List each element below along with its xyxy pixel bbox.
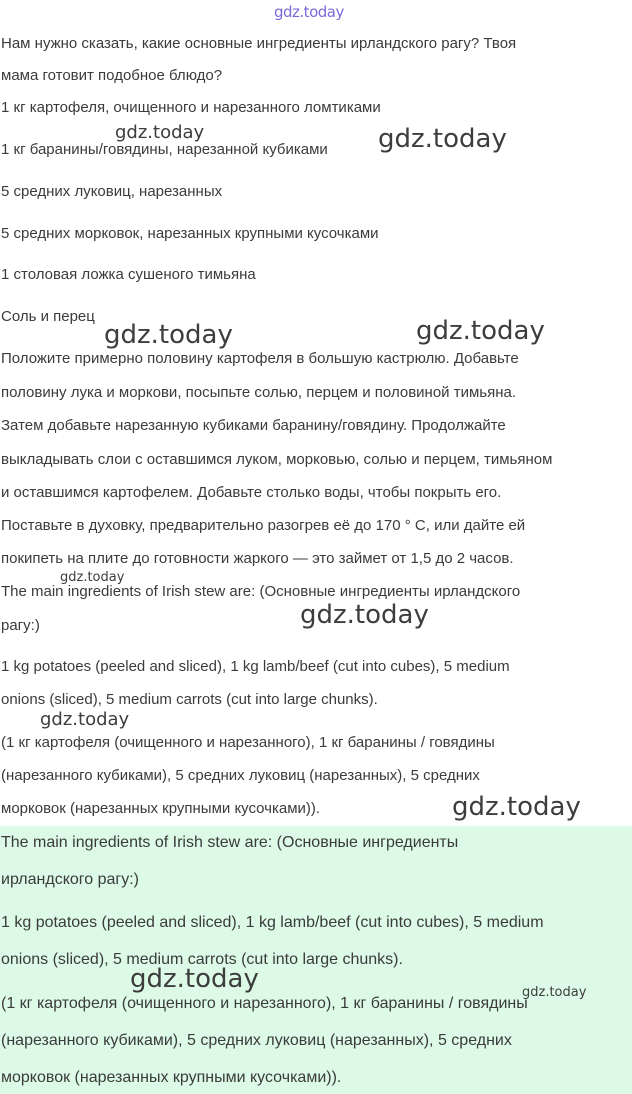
watermark-text: gdz.today xyxy=(378,124,507,154)
final-answer-line-3: 1 kg potatoes (peeled and sliced), 1 kg lamb/beef (cut into cubes), 5 medium xyxy=(1,914,544,931)
ingredient-3: 5 средних луковиц, нарезанных xyxy=(1,183,223,200)
watermark-text: gdz.today xyxy=(130,964,259,994)
watermark-text: gdz.today xyxy=(104,320,233,350)
draft-answer-line-6: (нарезанного кубиками), 5 средних луковиц (нарезанных), 5 средних xyxy=(1,767,480,784)
watermark-text: gdz.today xyxy=(60,570,125,585)
instruction-line-1: Положите примерно половину картофеля в большую кастрюлю. Добавьте xyxy=(1,350,519,367)
question-line-1: Нам нужно сказать, какие основные ингредиенты ирландского рагу? Твоя xyxy=(1,35,517,52)
watermark-text: gdz.today xyxy=(416,316,545,346)
final-answer-line-4: onions (sliced), 5 medium carrots (cut into large chunks). xyxy=(1,951,403,968)
instruction-line-2: половину лука и моркови, посыпьте солью, перцем и половиной тимьяна. xyxy=(1,384,517,401)
instruction-line-5: и оставшимся картофелем. Добавьте столько воды, чтобы покрыть его. xyxy=(1,484,502,501)
ingredient-5: 1 столовая ложка сушеного тимьяна xyxy=(1,266,256,283)
instruction-line-4: выкладывать слои с оставшимся луком, морковью, солью и перцем, тимьяном xyxy=(1,451,553,468)
ingredient-2: 1 кг баранины/говядины, нарезанной кубиками xyxy=(1,141,328,158)
final-answer-line-6: (нарезанного кубиками), 5 средних луковиц (нарезанных), 5 средних xyxy=(1,1032,512,1049)
final-answer-line-2: ирландского рагу:) xyxy=(1,871,140,888)
watermark-text: gdz.today xyxy=(522,985,587,1000)
watermark-text: gdz.today xyxy=(115,122,205,143)
draft-answer-line-1: The main ingredients of Irish stew are: (Основные ингредиенты ирландского xyxy=(1,583,521,600)
draft-answer-line-4: onions (sliced), 5 medium carrots (cut into large chunks). xyxy=(1,691,378,708)
draft-answer-line-5: (1 кг картофеля (очищенного и нарезанного), 1 кг баранины / говядины xyxy=(1,734,495,751)
ingredient-6: Соль и перец xyxy=(1,308,95,325)
draft-answer-line-2: рагу:) xyxy=(1,617,40,634)
question-line-2: мама готовит подобное блюдо? xyxy=(1,67,223,84)
draft-answer-line-3: 1 kg potatoes (peeled and sliced), 1 kg lamb/beef (cut into cubes), 5 medium xyxy=(1,658,510,675)
ingredient-4: 5 средних морковок, нарезанных крупными кусочками xyxy=(1,225,379,242)
watermark-text: gdz.today xyxy=(300,600,429,630)
instruction-line-3: Затем добавьте нарезанную кубиками баранину/говядину. Продолжайте xyxy=(1,417,506,434)
ingredient-1: 1 кг картофеля, очищенного и нарезанного ломтиками xyxy=(1,99,381,116)
watermark-text: gdz.today xyxy=(452,792,581,822)
final-answer-line-7: морковок (нарезанных крупными кусочками)). xyxy=(1,1069,342,1086)
instruction-line-7: покипеть на плите до готовности жаркого — это займет от 1,5 до 2 часов. xyxy=(1,550,514,567)
final-answer-line-1: The main ingredients of Irish stew are: (Основные ингредиенты xyxy=(1,834,459,851)
watermark-text: gdz.today xyxy=(40,709,130,730)
draft-answer-line-7: морковок (нарезанных крупными кусочками)). xyxy=(1,800,321,817)
site-watermark-top: gdz.today xyxy=(274,3,344,21)
final-answer-line-5: (1 кг картофеля (очищенного и нарезанного), 1 кг баранины / говядины xyxy=(1,995,528,1012)
instruction-line-6: Поставьте в духовку, предварительно разогрев её до 170 ° C, или дайте ей xyxy=(1,517,526,534)
